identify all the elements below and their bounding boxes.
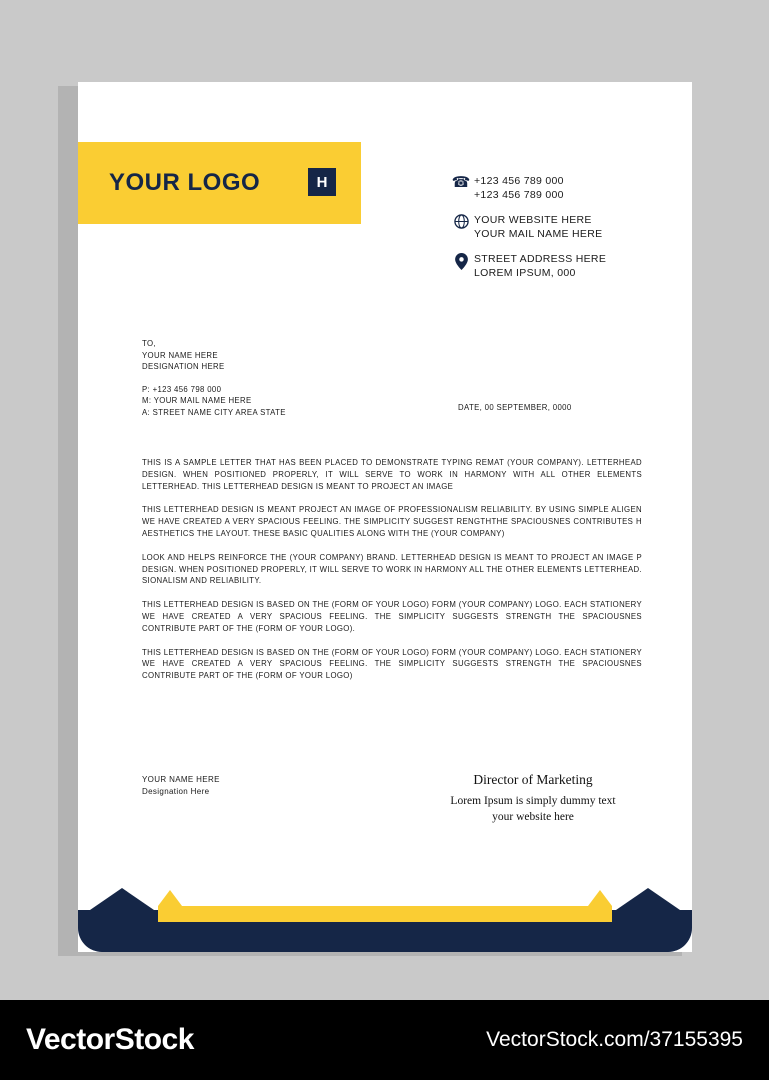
watermark-bar <box>0 1000 769 1080</box>
globe-icon <box>448 213 474 233</box>
letter-paragraph: LOOK AND HELPS REINFORCE THE (YOUR COMPANY) BRAND. LETTERHEAD DESIGN IS MEANT TO PROJECT AN IMAGE P DESIGN. WHEN POSITIONED PROPERLY, IT WILL SERVE TO WORK IN HARMONY ALL THE OTHER ELEMENTS LETTERHEAD. SIONALISM AND RELIABILITY. <box>142 552 642 586</box>
contact-phone-1: +123 456 789 000 <box>474 175 564 187</box>
letter-paragraph: THIS LETTERHEAD DESIGN IS MEANT PROJECT AN IMAGE OF PROFESSIONALISM RELIABILITY. BY USING SIMPLE ALIGEN WE HAVE CREATED A VERY SPACIOUS FEELING. THE SIMPLICITY SUGGEST RENGTHTHE SPACIOUSNES CONTRIBUTES H AESTHETICS THE LAYOUT. THESE BASIC QUALITIES ALONG WITH THE (YOUR COMPANY) <box>142 505 642 538</box>
recipient-phone: P: +123 456 798 000 <box>142 384 222 394</box>
letter-paragraph: THIS IS A SAMPLE LETTER THAT HAS BEEN PLACED TO DEMONSTRATE TYPING REMAT (YOUR COMPANY). LETTERHEAD DESIGN. WHEN POSITIONED PROPERLY, IT WILL SERVE TO WORK IN HARMONY WITH ALL OTHER ELEMENTS LETTERHEAD. THIS LETTERHEAD DESIGN IS MEANT TO PROJECT AN IMAGE <box>142 458 642 491</box>
signature-left <box>142 774 220 798</box>
watermark-id: VectorStock.com/37155395 <box>486 1028 743 1051</box>
recipient-designation: DESIGNATION HERE <box>142 362 225 371</box>
recipient-address: A: STREET NAME CITY AREA STATE <box>142 407 286 417</box>
logo-block <box>78 142 361 224</box>
signature-right-line1: Lorem Ipsum is simply dummy text <box>450 795 616 807</box>
letterhead-page <box>78 82 692 952</box>
contact-website: YOUR WEBSITE HERE <box>474 214 592 226</box>
signature-right-line2: your website here <box>492 811 574 823</box>
contact-web-row <box>448 213 688 241</box>
footer-yellow-bar <box>158 906 612 922</box>
contact-phone-row <box>448 174 688 202</box>
watermark-brand: VectorStock <box>26 1023 194 1056</box>
letter-body <box>142 457 642 694</box>
logo-text: YOUR LOGO <box>109 169 261 196</box>
footer-decoration <box>78 882 692 952</box>
contact-phone-2: +123 456 789 000 <box>474 189 564 201</box>
footer-yellow-triangle-right <box>588 890 612 906</box>
contact-block <box>448 174 688 291</box>
contact-phone-lines <box>474 174 564 202</box>
signature-left-name: YOUR NAME HERE <box>142 775 220 784</box>
telephone-icon: ☎ <box>451 174 471 191</box>
letter-date: DATE, 00 SEPTEMBER, 0000 <box>458 403 572 412</box>
signature-left-designation: Designation Here <box>142 787 210 796</box>
contact-street: STREET ADDRESS HERE <box>474 253 607 265</box>
contact-address-row <box>448 252 688 280</box>
recipient-to-label: TO, <box>142 339 156 348</box>
footer-navy-triangle-left <box>90 888 154 910</box>
globe-icon-svg <box>454 214 469 229</box>
letter-paragraph: THIS LETTERHEAD DESIGN IS BASED ON THE (FORM OF YOUR LOGO) FORM (YOUR COMPANY) LOGO. EACH STATIONERY WE HAVE CREATED A VERY SPACIOUS FEELING. THE SIMPLICITY SUGGESTS STRENGTH THE SPACIOUSNES CONTRIBUTE PART OF THE (FORM OF YOUR LOGO). <box>142 600 642 633</box>
letter-paragraph: THIS LETTERHEAD DESIGN IS BASED ON THE (FORM OF YOUR LOGO) FORM (YOUR COMPANY) LOGO. EACH STATIONERY WE HAVE CREATED A VERY SPACIOUS FEELING. THE SIMPLICITY SUGGESTS STRENGTH THE SPACIOUSNES CONTRIBUTE PART OF THE (FORM OF YOUR LOGO) <box>142 647 642 681</box>
contact-address-lines <box>474 252 606 280</box>
location-pin-icon <box>448 252 474 274</box>
footer-navy-triangle-right <box>616 888 680 910</box>
recipient-name: YOUR NAME HERE <box>142 350 218 360</box>
contact-city: LOREM IPSUM, 000 <box>474 267 576 279</box>
recipient-block <box>142 338 286 418</box>
logo-mark-icon: H <box>308 168 336 196</box>
signature-right-title: Director of Marketing <box>473 772 593 787</box>
location-pin-icon-svg <box>455 253 468 270</box>
recipient-mail: M: YOUR MAIL NAME HERE <box>142 396 252 405</box>
contact-web-lines <box>474 213 602 241</box>
signature-right <box>388 772 678 825</box>
footer-yellow-triangle-left <box>158 890 182 906</box>
contact-mail: YOUR MAIL NAME HERE <box>474 228 603 240</box>
